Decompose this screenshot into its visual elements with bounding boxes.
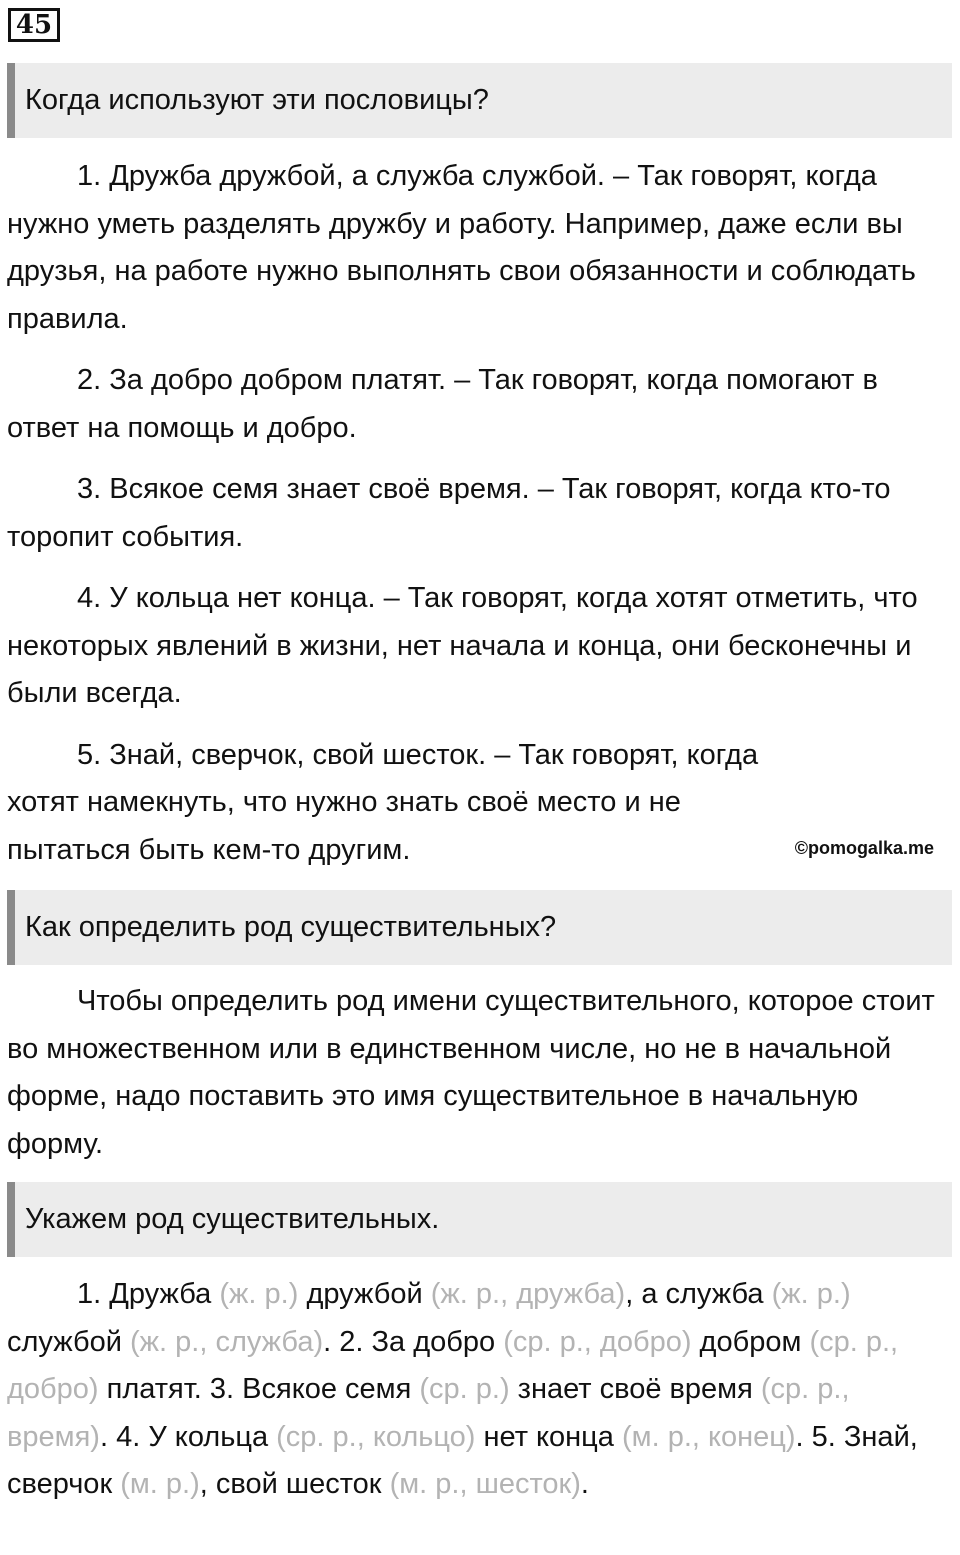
sentence-text: службой xyxy=(7,1325,130,1358)
gender-annotation: (ср. р., добро) xyxy=(7,1325,899,1405)
gender-annotation: (м. р., шесток) xyxy=(389,1468,581,1500)
task-number: 45 xyxy=(8,8,60,42)
answer-paragraph-3: 3. Всякое семя знает своё время. – Так говорят, когда кто-то торопит события. xyxy=(7,473,891,553)
sentence-text: . xyxy=(580,1468,589,1500)
answer-paragraph-5: 5. Знай, сверчок, свой шесток. – Так говорят, когда хотят намекнуть, что нужно знать своё место и не пытаться быть кем-то другим. xyxy=(7,738,759,866)
sentence-text: знает своё время xyxy=(509,1373,761,1405)
sentence-text: дружбой xyxy=(298,1278,431,1310)
sentence-text: добром xyxy=(691,1325,810,1358)
answer-paragraph: Чтобы определить род имени существительного, которое стоит во множественном или в единственном числе, но не в начальной форме, надо поставить это имя существительное в начальную форму. xyxy=(7,985,935,1160)
answer-paragraph-2: 2. За добро добром платят. – Так говорят, когда помогают в ответ на помощь и добро. xyxy=(7,364,878,444)
sentence-text: , свой шесток xyxy=(199,1468,390,1500)
gender-annotation: (ср. р., время) xyxy=(7,1373,850,1453)
sentence-text: . 4. У кольца xyxy=(99,1420,277,1453)
gender-annotation: (ж. р.) xyxy=(219,1278,299,1310)
gender-annotation: (ср. р.) xyxy=(419,1373,510,1405)
question-bar-gender xyxy=(7,890,952,965)
sentence-text: платят. 3. Всякое семя xyxy=(98,1373,420,1405)
sentence-text: нет конца xyxy=(475,1420,622,1453)
gender-annotation: (м. р., конец) xyxy=(621,1420,796,1453)
gender-annotation: (ж. р., служба) xyxy=(129,1325,324,1358)
question-bar-indicate xyxy=(7,1182,952,1257)
answer-block-noun-genders xyxy=(7,1271,937,1509)
gender-annotation: (ср. р., кольцо) xyxy=(276,1420,476,1453)
sentence-text: , а служба xyxy=(625,1278,772,1310)
answer-paragraph-4: 4. У кольца нет конца. – Так говорят, когда хотят отметить, что некоторых явлений в жизни, нет начала и конца, они бесконечны и были всегда. xyxy=(7,582,918,709)
sentence-text: 1. Дружба xyxy=(77,1278,220,1310)
question-text: Когда используют эти пословицы? xyxy=(25,84,489,116)
answer-block-proverbs xyxy=(7,153,937,874)
answer-paragraph-1: 1. Дружба дружбой, а служба службой. – Так говорят, когда нужно уметь разделять дружбу и работу. Например, даже если вы друзья, на работе нужно выполнять свои обязанности и соблюдать правила. xyxy=(7,160,916,335)
gender-annotation: (ср. р., добро) xyxy=(503,1325,692,1358)
question-text: Как определить род существительных? xyxy=(25,911,557,943)
gender-annotation: (м. р.) xyxy=(120,1468,200,1500)
watermark: ©pomogalka.me xyxy=(794,838,934,858)
gender-annotation: (ж. р., дружба) xyxy=(430,1278,626,1310)
question-text: Укажем род существительных. xyxy=(25,1203,440,1235)
gender-annotation: (ж. р.) xyxy=(771,1278,851,1310)
sentence-text: . 2. За добро xyxy=(323,1325,504,1358)
annotated-paragraph xyxy=(7,1271,937,1509)
sentence-text: . 5. Знай, сверчок xyxy=(7,1420,918,1500)
question-bar-usage xyxy=(7,63,952,138)
answer-block-gender-rule xyxy=(7,978,937,1168)
